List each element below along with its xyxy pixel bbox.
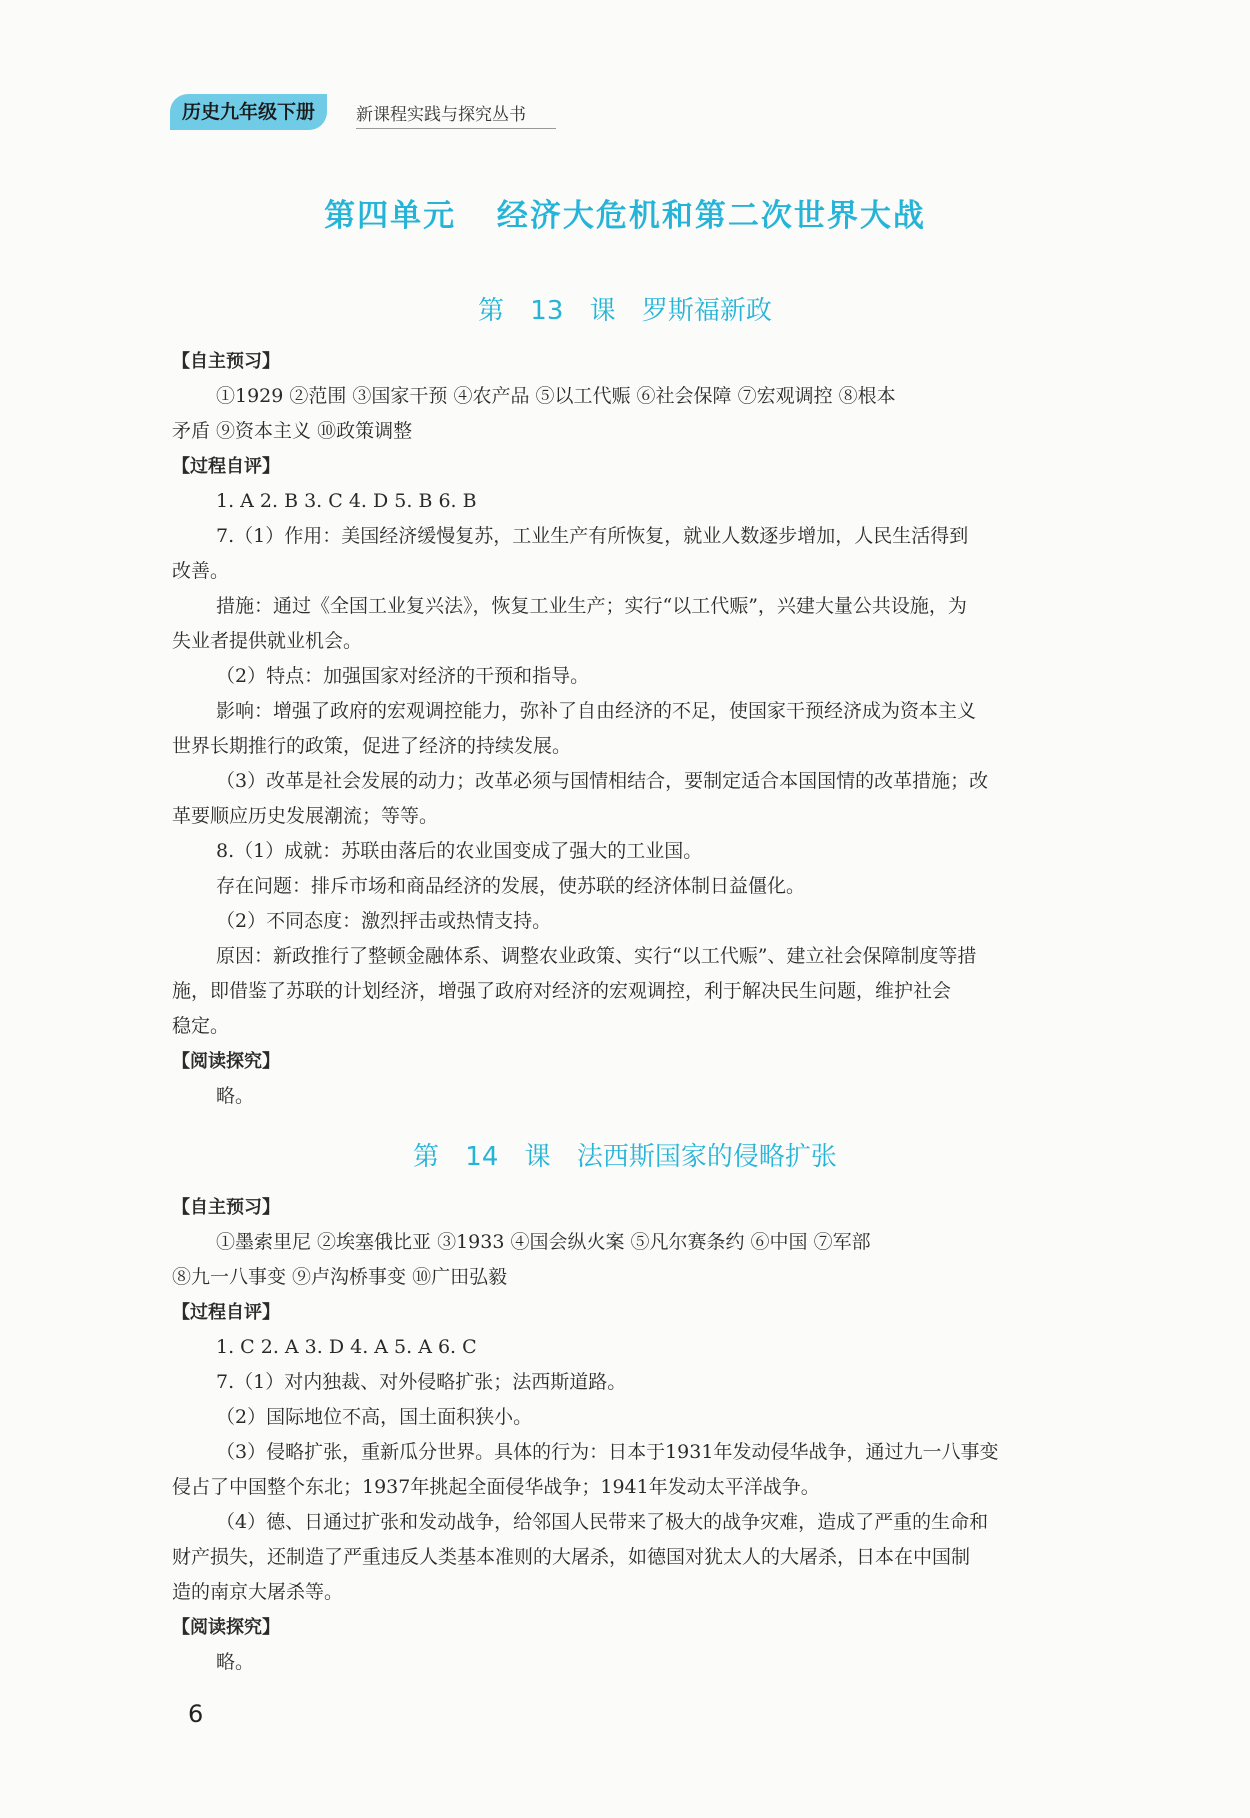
answer-line: 影响：增强了政府的宏观调控能力，弥补了自由经济的不足，使国家干预经济成为资本主义 <box>216 700 977 722</box>
answer-line: 施，即借鉴了苏联的计划经济，增强了政府对经济的宏观调控，利于解决民生问题，维护社会 <box>172 980 952 1002</box>
answer-line: 世界长期推行的政策，促进了经济的持续发展。 <box>172 735 572 757</box>
unit-title: 第四单元 经济大危机和第二次世界大战 <box>324 198 926 234</box>
book-title-tag: 历史九年级下册 <box>170 94 327 130</box>
lesson-13-body <box>172 344 1090 1114</box>
lesson-14-title: 第 14 课 法西斯国家的侵略扩张 <box>413 1142 837 1172</box>
answer-line: （4）德、日通过扩张和发动战争，给邻国人民带来了极大的战争灾难，造成了严重的生命和 <box>216 1511 989 1533</box>
answer-line: 改善。 <box>172 560 230 582</box>
reading-heading: 【阅读探究】 <box>172 1051 280 1072</box>
choice-answers: 1. C 2. A 3. D 4. A 5. A 6. C <box>216 1336 477 1358</box>
answer-line: （3）侵略扩张，重新瓜分世界。具体的行为：日本于1931年发动侵华战争，通过九一八事变 <box>216 1441 999 1463</box>
preview-answers-cont: ⑧九一八事变 ⑨卢沟桥事变 ⑩广田弘毅 <box>172 1266 508 1288</box>
reading-answer: 略。 <box>216 1651 255 1673</box>
preview-answers: ①1929 ②范围 ③国家干预 ④农产品 ⑤以工代赈 ⑥社会保障 ⑦宏观调控 ⑧根本 <box>216 385 896 407</box>
answer-line: 革要顺应历史发展潮流；等等。 <box>172 805 439 827</box>
header-underline <box>356 128 556 129</box>
answer-line: 原因：新政推行了整顿金融体系、调整农业政策、实行“以工代赈”、建立社会保障制度等措 <box>216 945 977 967</box>
answer-line: 侵占了中国整个东北；1937年挑起全面侵华战争；1941年发动太平洋战争。 <box>172 1476 820 1498</box>
series-title: 新课程实践与探究丛书 <box>356 105 526 125</box>
page-number: 6 <box>188 1700 204 1728</box>
preview-heading: 【自主预习】 <box>172 351 280 372</box>
answer-line: 措施：通过《全国工业复兴法》，恢复工业生产；实行“以工代赈”，兴建大量公共设施，为 <box>216 595 967 617</box>
answer-line: 造的南京大屠杀等。 <box>172 1581 344 1603</box>
answer-line: 7.（1）对内独裁、对外侵略扩张；法西斯道路。 <box>216 1371 627 1393</box>
preview-heading: 【自主预习】 <box>172 1197 280 1218</box>
answer-line: （2）国际地位不高，国土面积狭小。 <box>216 1406 533 1428</box>
answer-line: （2）特点：加强国家对经济的干预和指导。 <box>216 665 590 687</box>
eval-heading: 【过程自评】 <box>172 456 280 477</box>
answer-line: 存在问题：排斥市场和商品经济的发展，使苏联的经济体制日益僵化。 <box>216 875 806 897</box>
answer-line: 失业者提供就业机会。 <box>172 630 363 652</box>
running-header <box>170 94 554 132</box>
choice-answers: 1. A 2. B 3. C 4. D 5. B 6. B <box>216 490 477 512</box>
eval-heading: 【过程自评】 <box>172 1302 280 1323</box>
answer-line: （3）改革是社会发展的动力；改革必须与国情相结合，要制定适合本国国情的改革措施；改 <box>216 770 989 792</box>
reading-answer: 略。 <box>216 1085 255 1107</box>
lesson-14-body <box>172 1190 1090 1680</box>
answer-line: 7.（1）作用：美国经济缓慢复苏，工业生产有所恢复，就业人数逐步增加，人民生活得到 <box>216 525 969 547</box>
answer-line: 稳定。 <box>172 1015 230 1037</box>
answer-line: 8.（1）成就：苏联由落后的农业国变成了强大的工业国。 <box>216 840 703 862</box>
reading-heading: 【阅读探究】 <box>172 1617 280 1638</box>
preview-answers-cont: 矛盾 ⑨资本主义 ⑩政策调整 <box>172 420 413 442</box>
answer-line: （2）不同态度：激烈抨击或热情支持。 <box>216 910 552 932</box>
preview-answers: ①墨索里尼 ②埃塞俄比亚 ③1933 ④国会纵火案 ⑤凡尔赛条约 ⑥中国 ⑦军部 <box>216 1231 871 1253</box>
lesson-13-title: 第 13 课 罗斯福新政 <box>478 296 772 326</box>
answer-line: 财产损失，还制造了严重违反人类基本准则的大屠杀，如德国对犹太人的大屠杀，日本在中国制 <box>172 1546 971 1568</box>
